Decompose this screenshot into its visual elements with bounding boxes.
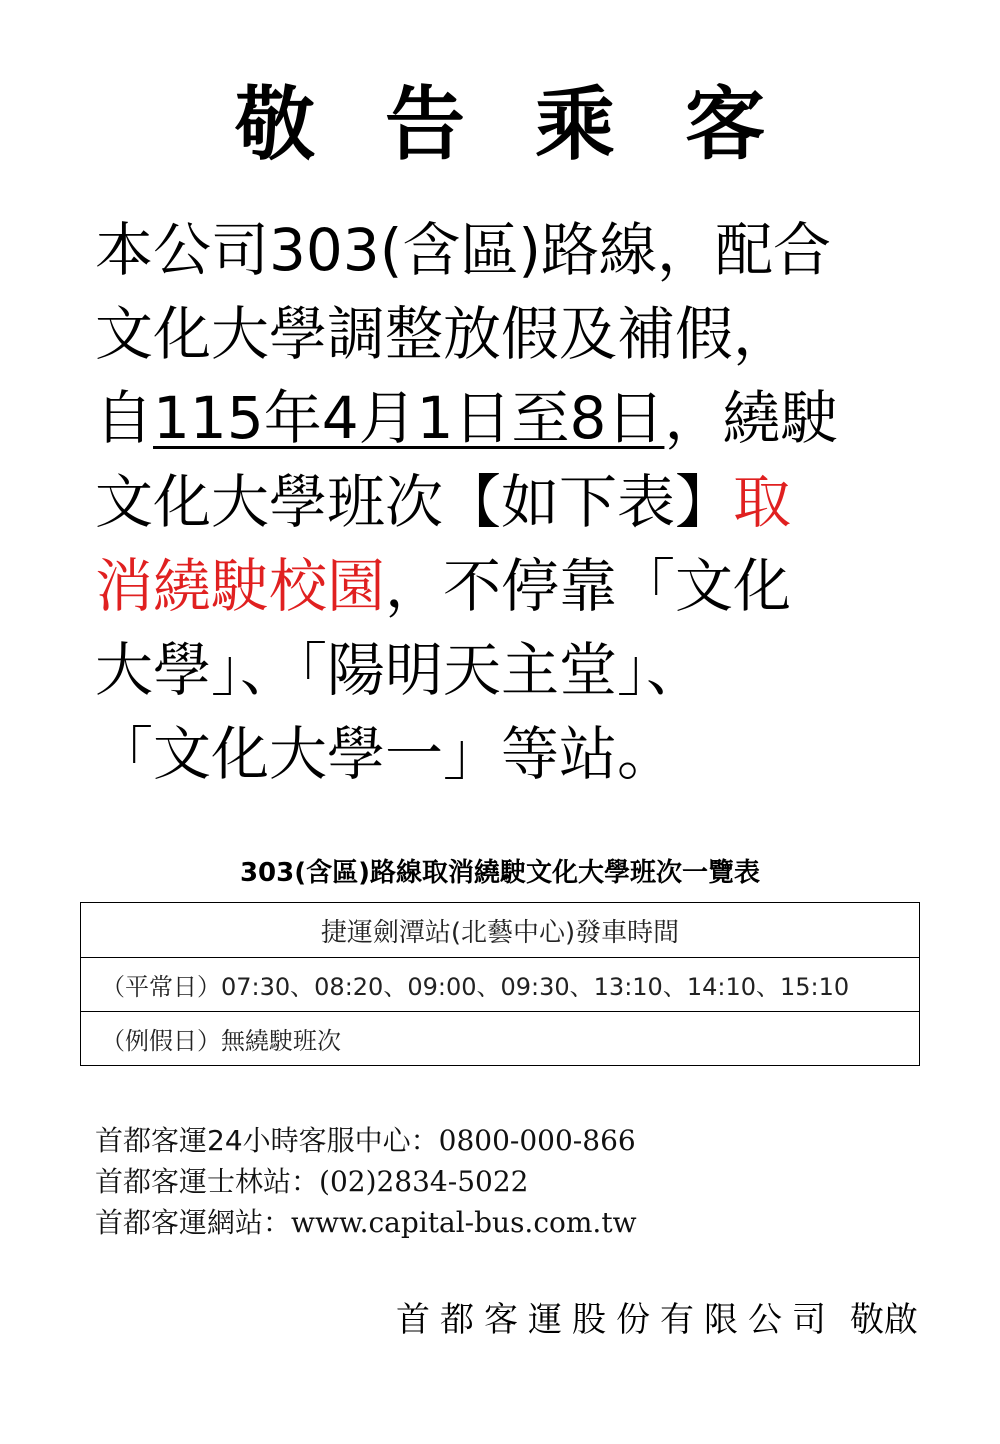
notice-line-1 xyxy=(95,208,910,292)
title-char-2: 告 xyxy=(385,78,465,171)
contact-web-url: www.capital-bus.com.tw xyxy=(291,1206,637,1239)
notice-line-6-text: 大學」、「陽明天主堂」、 xyxy=(95,636,705,704)
notice-cancel-start: 取 xyxy=(733,468,792,536)
contact-info xyxy=(95,1120,637,1243)
contact-service xyxy=(95,1120,637,1161)
notice-line-5 xyxy=(95,544,791,628)
table-header: 捷運劍潭站(北藝中心)發車時間 xyxy=(320,917,680,948)
notice-line-1-text: 本公司303(含區)路線，配合 xyxy=(95,216,831,284)
table-title: 303(含區)路線取消繞駛文化大學班次一覽表 xyxy=(239,858,761,888)
notice-line-7-text: 「文化大學一」等站。 xyxy=(95,720,676,788)
notice-line-4-text: 文化大學班次【如下表】 xyxy=(95,468,734,536)
contact-service-label: 首都客運24小時客服中心： xyxy=(95,1124,439,1157)
notice-line-2 xyxy=(95,292,791,376)
notice-line-3 xyxy=(95,376,838,460)
notice-line-5-text: ，不停靠「文化 xyxy=(385,552,792,620)
signature-honorific: 敬啟 xyxy=(850,1300,918,1340)
signature xyxy=(396,1295,918,1345)
notice-date-range: 115年4月1日至8日 xyxy=(153,384,665,452)
contact-station-label: 首都客運士林站： xyxy=(95,1165,320,1198)
signature-company: 首都客運股份有限公司 xyxy=(396,1300,836,1340)
notice-cancel-text: 消繞駛校園 xyxy=(95,552,386,620)
contact-web-label: 首都客運網站： xyxy=(95,1206,292,1239)
notice-line-4 xyxy=(95,460,791,544)
title-char-3: 乘 xyxy=(535,78,615,171)
notice-line-7 xyxy=(95,712,675,796)
contact-station xyxy=(95,1161,637,1202)
notice-line-2-text: 文化大學調整放假及補假， xyxy=(95,300,792,368)
notice-line-3-suffix: ，繞駛 xyxy=(664,384,839,452)
schedule-table xyxy=(80,902,920,1066)
title-char-4: 客 xyxy=(685,78,765,171)
contact-service-phone: 0800-000-866 xyxy=(438,1124,636,1157)
contact-station-phone: (02)2834-5022 xyxy=(319,1165,529,1198)
table-row-weekday: （平常日）07:30、08:20、09:00、09:30、13:10、14:10、15:10 xyxy=(81,957,919,1011)
notice-title xyxy=(0,75,1000,175)
table-row-holiday: （例假日）無繞駛班次 xyxy=(81,1011,919,1065)
notice-line-6 xyxy=(95,628,704,712)
notice-line-3-prefix: 自 xyxy=(95,384,154,452)
title-char-1: 敬 xyxy=(235,78,315,171)
contact-website xyxy=(95,1202,637,1243)
